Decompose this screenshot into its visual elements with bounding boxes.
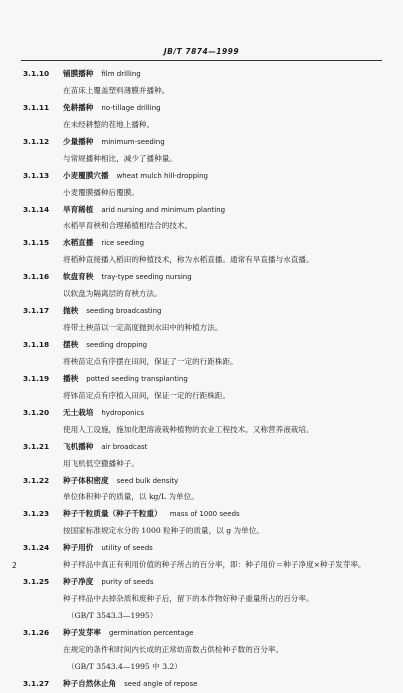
- term-definition: 单位体积种子的质量，以 kg/L 为单位。: [63, 492, 199, 502]
- term-chinese: 种子体积密度: [63, 475, 109, 485]
- term-heading: [0, 439, 403, 456]
- term-english: germination percentage: [108, 628, 194, 637]
- term-heading: [0, 100, 403, 117]
- term-entry: [0, 235, 403, 269]
- term-number: 3.1.19: [23, 373, 50, 383]
- term-definition: 用飞机低空撒播种子。: [63, 458, 139, 468]
- term-title: [63, 473, 178, 490]
- header-rule: [21, 60, 382, 61]
- term-english: purity of seeds: [101, 578, 154, 587]
- term-english: seeding dropping: [86, 341, 148, 349]
- term-number: 3.1.23: [23, 509, 50, 519]
- term-title: [63, 574, 154, 591]
- term-chinese: 种子净度: [63, 577, 94, 587]
- term-entry: [0, 303, 403, 337]
- term-entry: [0, 676, 403, 693]
- term-chinese: 小麦覆膜穴播: [63, 170, 109, 180]
- term-definition: 在未经耕整的茬地上播种。: [63, 119, 155, 129]
- term-number: 3.1.20: [23, 407, 50, 417]
- term-number: 3.1.22: [23, 475, 50, 485]
- term-definition-line: [0, 456, 403, 473]
- term-number: 3.1.17: [23, 306, 50, 316]
- term-definition-line: [0, 354, 403, 371]
- term-chinese: 种子自然休止角: [63, 678, 117, 688]
- term-number: 3.1.24: [23, 543, 50, 553]
- term-definition: 以软盘为隔离层的育秧方法。: [63, 289, 162, 299]
- term-definition-line: [0, 320, 403, 337]
- term-english: no-tillage drilling: [101, 103, 161, 112]
- term-entry: [0, 473, 403, 507]
- term-entry: [0, 540, 403, 574]
- term-heading: [0, 540, 403, 557]
- term-title: [63, 540, 153, 557]
- term-definition: 将带土秧苗以一定高度抛到水田中的种植方法。: [63, 323, 223, 333]
- term-english: seed angle of repose: [124, 679, 198, 688]
- term-entry: [0, 100, 403, 134]
- term-title: [63, 405, 144, 422]
- term-heading: [0, 676, 403, 693]
- term-number: 3.1.15: [23, 238, 50, 248]
- term-english: seed bulk density: [116, 476, 179, 485]
- term-heading: [0, 168, 403, 185]
- term-english: tray-type seeding nursing: [101, 273, 192, 282]
- term-entry: [0, 134, 403, 168]
- term-definition: 与常规播种相比，减少了播种量。: [63, 153, 177, 163]
- term-entry: [0, 66, 403, 100]
- term-heading: [0, 506, 403, 523]
- term-definition: 水稻旱育秧和合理稀植相结合的技术。: [63, 221, 193, 231]
- term-definition-line: [0, 286, 403, 303]
- term-definition: 将秧苗定点有序摆在田间，保证了一定的行距株距。: [63, 356, 238, 366]
- term-number: 3.1.26: [23, 627, 50, 637]
- term-heading: [0, 66, 403, 83]
- term-english: seeding broadcasting: [86, 307, 162, 316]
- term-entry: [0, 269, 403, 303]
- term-english: potted seeding transplanting: [86, 374, 188, 383]
- term-heading: [0, 202, 403, 219]
- term-english: utility of seeds: [101, 544, 153, 553]
- term-definition: 按国家标准规定水分的 1000 粒种子的质量，以 g 为单位。: [63, 526, 264, 536]
- term-definition: 小麦覆膜播种后覆膜。: [63, 187, 139, 197]
- term-heading: [0, 337, 403, 354]
- term-definition-line: [0, 388, 403, 405]
- term-definition-line: [0, 422, 403, 439]
- term-chinese: 软盘育秧: [63, 272, 94, 282]
- term-heading: [0, 473, 403, 490]
- term-definition-line: [0, 557, 403, 574]
- term-number: 3.1.27: [23, 678, 50, 688]
- term-title: [63, 439, 147, 456]
- term-english: mass of 1000 seeds: [169, 510, 240, 519]
- term-definition: 在规定的条件和时间内长成的正常幼苗数占供检种子数的百分率。: [63, 644, 284, 654]
- term-number: 3.1.21: [23, 441, 50, 451]
- term-definition-line: [0, 523, 403, 540]
- term-heading: [0, 574, 403, 591]
- term-chinese: 种子用价: [63, 543, 94, 553]
- term-chinese: 无土栽培: [63, 407, 94, 417]
- term-definition-line: [0, 642, 403, 659]
- term-definition: 使用人工设施，施加化肥溶液栽种植物的农业工程技术。又称营养液栽培。: [63, 424, 314, 434]
- term-title: [63, 303, 161, 320]
- term-english: air broadcast: [101, 442, 148, 451]
- term-definition-line: [0, 83, 403, 100]
- term-entry: [0, 506, 403, 540]
- term-heading: [0, 625, 403, 642]
- term-definition-line: [0, 185, 403, 202]
- term-number: 3.1.25: [23, 577, 50, 587]
- term-chinese: 种子发芽率: [63, 627, 101, 637]
- term-reference: （GB/T 3543.3—1995）: [67, 611, 158, 620]
- term-heading: [0, 269, 403, 286]
- term-entry: [0, 371, 403, 405]
- term-number: 3.1.14: [23, 204, 50, 214]
- term-entry: [0, 337, 403, 371]
- term-english: film drilling: [101, 70, 141, 78]
- term-entry: [0, 202, 403, 236]
- term-heading: [0, 371, 403, 388]
- term-definition-line: [0, 151, 403, 168]
- term-heading: [0, 235, 403, 252]
- term-title: [63, 66, 141, 83]
- term-english: wheat mulch hill-dropping: [116, 171, 208, 180]
- term-title: [63, 134, 165, 151]
- term-title: [63, 269, 192, 286]
- term-definition: 将稻种直接播入稻田的种植技术，称为水稻直播。通常有旱直播与水直播。: [63, 255, 314, 265]
- term-definition: 将钵苗定点有序植入田间，保证一定的行距株距。: [63, 390, 231, 400]
- term-chinese: 免耕播种: [63, 102, 94, 112]
- term-entry: [0, 625, 403, 676]
- term-chinese: 种子千粒质量（种子千粒重）: [63, 509, 162, 519]
- term-number: 3.1.16: [23, 272, 50, 282]
- term-chinese: 铺膜播种: [63, 69, 94, 78]
- term-reference-line: [0, 659, 403, 676]
- page-header: JB/T 7874—1999: [163, 47, 240, 56]
- term-entry: [0, 439, 403, 473]
- term-entry: [0, 168, 403, 202]
- term-english: arid nursing and minimum planting: [101, 205, 226, 214]
- page-number: 2: [12, 561, 17, 570]
- term-chinese: 水稻直播: [63, 238, 94, 248]
- term-chinese: 播秧: [63, 373, 79, 383]
- term-entry: [0, 405, 403, 439]
- term-chinese: 摆秧: [63, 340, 79, 349]
- term-heading: [0, 405, 403, 422]
- term-title: [63, 506, 240, 523]
- term-definition-line: [0, 117, 403, 134]
- term-reference-line: [0, 608, 403, 625]
- term-title: [63, 202, 225, 219]
- term-entry: [0, 574, 403, 625]
- term-chinese: 少量播种: [63, 136, 94, 146]
- term-chinese: 抛秧: [63, 306, 79, 316]
- term-title: [63, 371, 188, 388]
- term-definition-line: [0, 489, 403, 506]
- term-definition: 在苗床上覆盖塑料薄膜并播种。: [63, 85, 170, 95]
- term-definition-line: [0, 252, 403, 269]
- term-heading: [0, 134, 403, 151]
- term-title: [63, 625, 193, 642]
- term-definition: 种子样品中真正有利用价值的种子所占的百分率，即：种子用价＝种子净度×种子发芽率。: [63, 560, 366, 570]
- term-chinese: 飞机播种: [63, 441, 94, 451]
- term-title: [63, 100, 161, 117]
- term-number: 3.1.10: [23, 69, 50, 78]
- term-definition-line: [0, 591, 403, 608]
- term-title: [63, 337, 147, 354]
- term-title: [63, 676, 197, 693]
- term-title: [63, 168, 208, 185]
- term-number: 3.1.13: [23, 170, 50, 180]
- term-english: hydroponics: [101, 408, 145, 417]
- term-title: [63, 235, 144, 252]
- term-english: rice seeding: [101, 239, 145, 248]
- term-reference: （GB/T 3543.4—1995 中 3.2）: [67, 661, 182, 671]
- term-definition-line: [0, 218, 403, 235]
- term-heading: [0, 303, 403, 320]
- term-english: minimum-seeding: [101, 137, 165, 146]
- term-chinese: 旱育稀植: [63, 204, 94, 214]
- term-number: 3.1.11: [23, 102, 50, 112]
- term-definition: 种子样品中去掉杂质和废种子后，留下的本作物好种子重量所占的百分率。: [63, 594, 314, 604]
- term-number: 3.1.18: [23, 340, 50, 349]
- term-number: 3.1.12: [23, 136, 50, 146]
